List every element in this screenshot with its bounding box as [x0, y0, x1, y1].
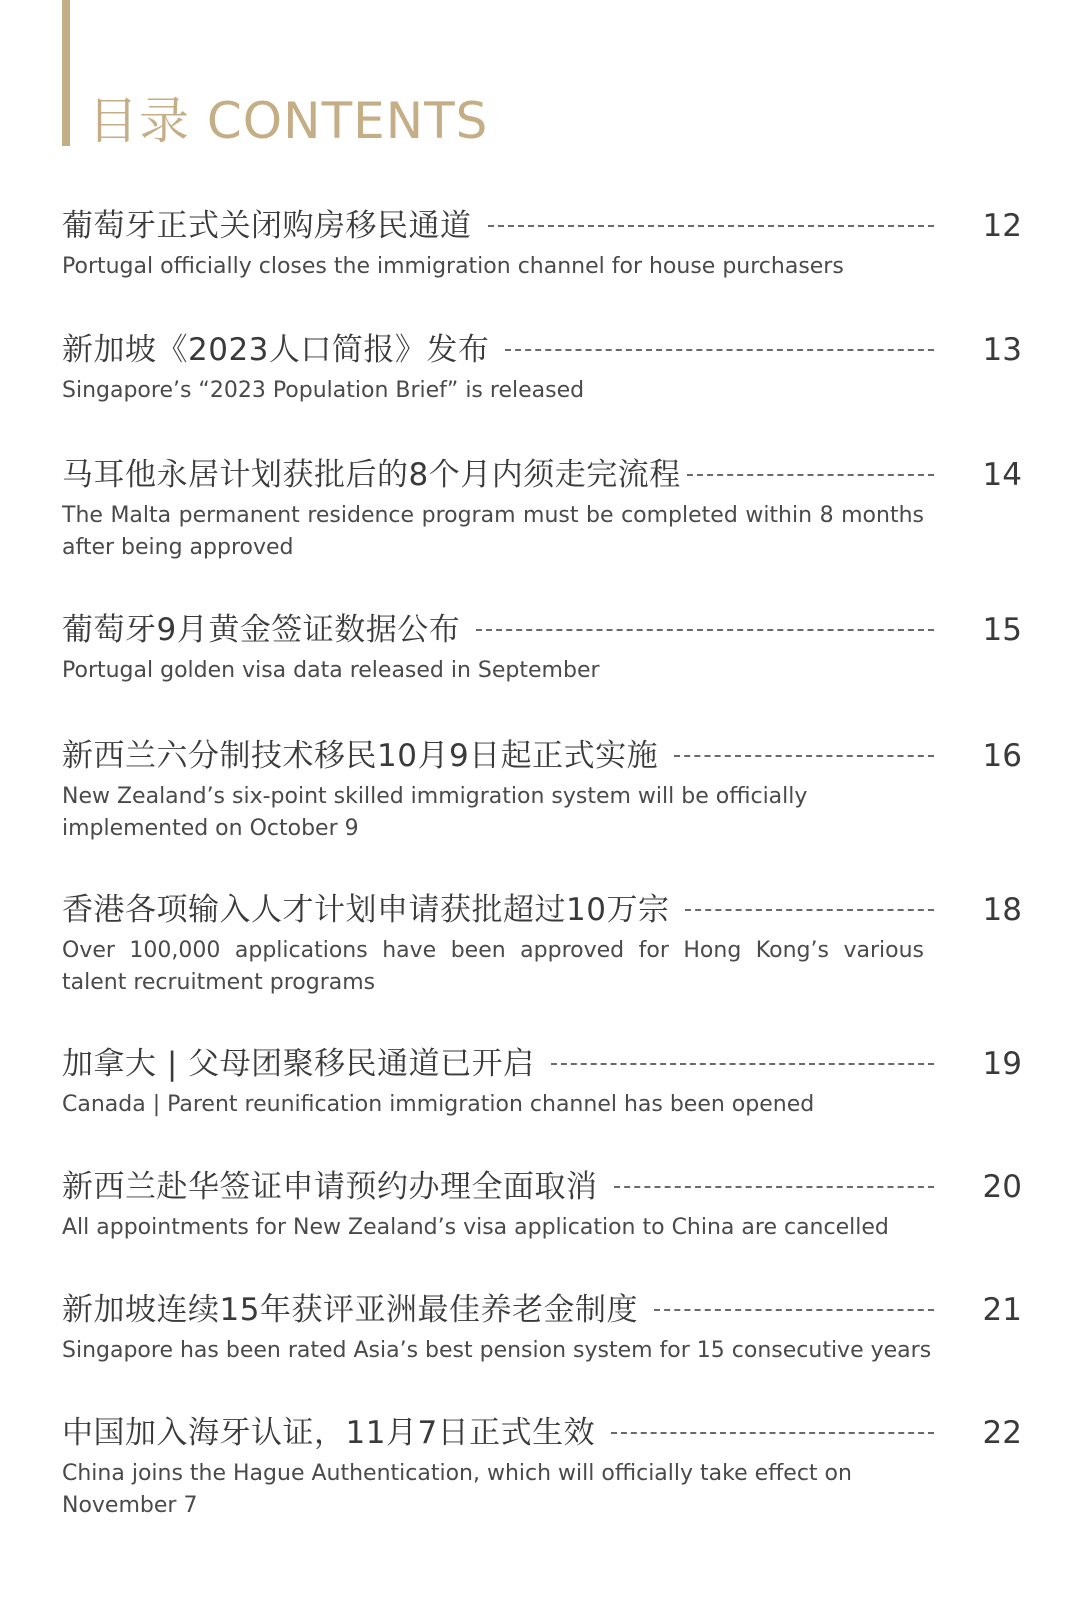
- dotted-leader: [614, 1186, 935, 1188]
- toc-entry-title-en: Canada | Parent reunification immigration channel has been opened: [62, 1092, 815, 1117]
- toc-entry[interactable]: [62, 1287, 1022, 1367]
- toc-entry[interactable]: [62, 733, 1022, 845]
- toc-entry-header: [62, 887, 1022, 933]
- toc-entry-header: [62, 1164, 1022, 1210]
- toc-entry-title-en: Portugal officially closes the immigration channel for house purchasers: [62, 254, 844, 279]
- dotted-leader: [654, 1309, 934, 1311]
- toc-entry[interactable]: [62, 1041, 1022, 1121]
- toc-entry-header: [62, 733, 1022, 779]
- toc-page-number: 13: [982, 332, 1022, 368]
- dotted-leader: [687, 474, 934, 476]
- toc-entry[interactable]: [62, 203, 1022, 283]
- dotted-leader: [611, 1432, 934, 1434]
- toc-entry-title-en: Over 100,000 applications have been approved for Hong Kong’s various talent recruitment programs: [62, 938, 924, 995]
- toc-entry-title-en: Portugal golden visa data released in September: [62, 658, 600, 683]
- dotted-leader: [488, 225, 935, 227]
- page-title: 目录 CONTENTS: [88, 92, 489, 150]
- toc-entry-title-en: Singapore has been rated Asia’s best pension system for 15 consecutive years: [62, 1338, 932, 1363]
- toc-entry-title-zh: 新西兰六分制技术移民10月9日起正式实施: [62, 738, 659, 774]
- dotted-leader: [505, 349, 934, 351]
- toc-entry-header: [62, 1287, 1022, 1333]
- toc-entry[interactable]: [62, 1410, 1022, 1522]
- toc-entry[interactable]: [62, 452, 1022, 564]
- toc-entry-title-zh: 香港各项输入人才计划申请获批超过10万宗: [62, 892, 670, 928]
- toc-entry-header: [62, 327, 1022, 373]
- toc-entry-title-zh: 加拿大 | 父母团聚移民通道已开启: [62, 1046, 535, 1082]
- toc-entry-header: [62, 452, 1022, 498]
- toc-entry-title-en: China joins the Hague Authentication, which will officially take effect on November 7: [62, 1461, 852, 1518]
- toc-page-number: 22: [982, 1415, 1022, 1451]
- toc-entry[interactable]: [62, 1164, 1022, 1244]
- toc-page-number: 18: [982, 892, 1022, 928]
- title-accent-bar: [62, 0, 70, 146]
- toc-entry-title-zh: 葡萄牙9月黄金签证数据公布: [62, 612, 461, 648]
- toc-entry-header: [62, 203, 1022, 249]
- toc-entry[interactable]: [62, 327, 1022, 407]
- toc-entry-title-zh: 葡萄牙正式关闭购房移民通道: [62, 208, 472, 244]
- toc-entry[interactable]: [62, 887, 1022, 999]
- toc-page-number: 20: [982, 1169, 1022, 1205]
- toc-entry-title-zh: 中国加入海牙认证，11月7日正式生效: [62, 1415, 596, 1451]
- toc-entry[interactable]: [62, 607, 1022, 687]
- dotted-leader: [674, 755, 934, 757]
- toc-entry-title-zh: 新加坡连续15年获评亚洲最佳养老金制度: [62, 1292, 638, 1328]
- dotted-leader: [551, 1063, 934, 1065]
- toc-entry-header: [62, 607, 1022, 653]
- toc-page-number: 12: [982, 208, 1022, 244]
- toc-page-number: 14: [982, 457, 1022, 493]
- toc-entry-title-en: All appointments for New Zealand’s visa application to China are cancelled: [62, 1215, 889, 1240]
- dotted-leader: [476, 629, 934, 631]
- toc-page-number: 19: [982, 1046, 1022, 1082]
- toc-entry-title-en: The Malta permanent residence program must be completed within 8 months after being approved: [62, 503, 924, 560]
- toc-page-number: 16: [982, 738, 1022, 774]
- toc-page-number: 21: [982, 1292, 1022, 1328]
- toc-entry-title-zh: 马耳他永居计划获批后的8个月内须走完流程: [62, 457, 681, 493]
- toc-entry-title-zh: 新西兰赴华签证申请预约办理全面取消: [62, 1169, 598, 1205]
- toc-entry-title-en: New Zealand’s six-point skilled immigration system will be officially implemented on October 9: [62, 784, 808, 841]
- dotted-leader: [685, 909, 934, 911]
- toc-entry-header: [62, 1410, 1022, 1456]
- toc-page-number: 15: [982, 612, 1022, 648]
- toc-entry-title-en: Singapore’s “2023 Population Brief” is released: [62, 378, 585, 403]
- toc-entry-title-zh: 新加坡《2023人口简报》发布: [62, 332, 490, 368]
- toc-entry-header: [62, 1041, 1022, 1087]
